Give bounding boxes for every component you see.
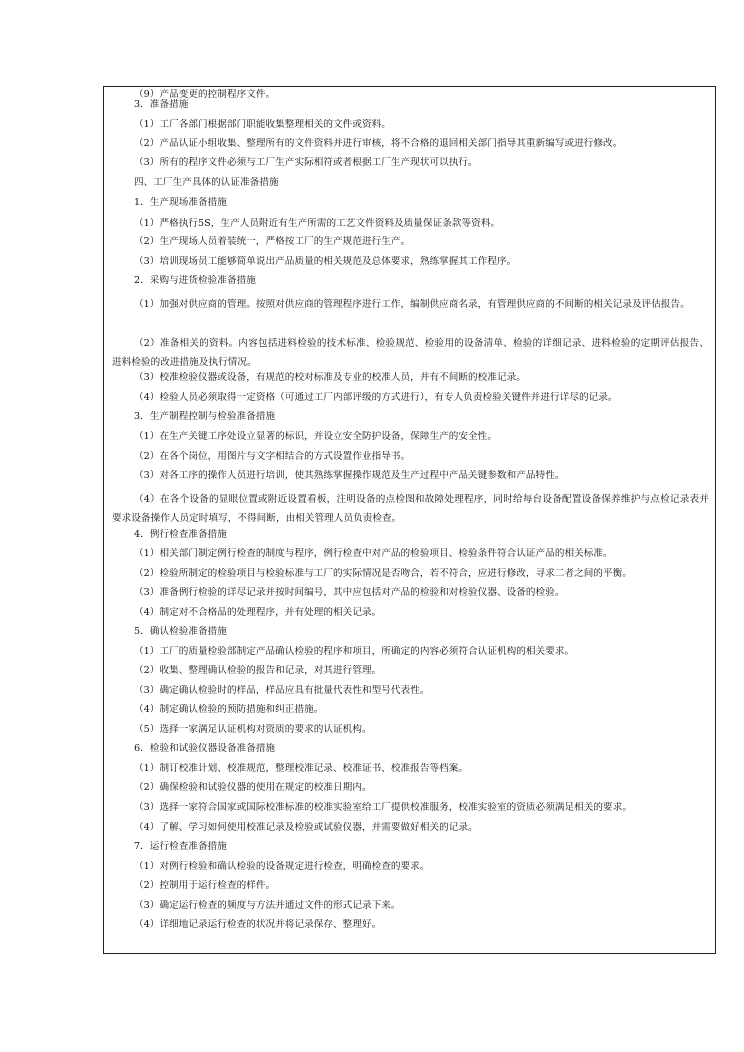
document-paragraph: （4）制定确认检验的预防措施和纠正措施。 (134, 704, 324, 715)
document-paragraph: （1）工厂的质量检验部制定产品确认检验的程序和项目，所确定的内容必须符合认证机构的相关要求。 (134, 646, 575, 657)
document-paragraph: （1）对例行检验和确认检验的设备规定进行检查，明确检查的要求。 (134, 861, 430, 872)
document-paragraph: 5．确认检验准备措施 (134, 626, 227, 637)
document-paragraph: （3）确定运行检查的频度与方法并通过文件的形式记录下来。 (134, 900, 401, 911)
document-paragraph: （1）严格执行5S，生产人员附近有生产所需的工艺文件资料及质量保证条款等资料。 (134, 218, 501, 229)
document-paragraph: （4）检验人员必须取得一定资格（可通过工厂内部评级的方式进行），有专人负责检验关键件并进行详尽的记录。 (134, 392, 618, 403)
document-frame (103, 86, 716, 954)
document-paragraph: （2）控制用于运行检查的样件。 (134, 880, 276, 891)
document-paragraph: 3．准备措施 (134, 99, 189, 110)
document-paragraph: 3．生产制程控制与检验准备措施 (134, 411, 276, 422)
document-paragraph: （3）确定确认检验时的样品，样品应具有批量代表性和型号代表性。 (134, 685, 430, 696)
document-paragraph: （5）选择一家满足认证机构对资质的要求的认证机构。 (134, 724, 372, 735)
document-paragraph: （9）产品变更的控制程序文件。 (134, 89, 276, 100)
document-paragraph: 四、工厂生产具体的认证准备措施 (134, 177, 279, 188)
document-paragraph: （2）生产现场人员着装统一，严格按工厂的生产规范进行生产。 (134, 236, 411, 247)
document-paragraph: （1）相关部门制定例行检查的制度与程序，例行检查中对产品的检验项目、检验条件符合认证产品的相关标准。 (134, 548, 613, 559)
document-paragraph: （4）制定对不合格品的处理程序，并有处理的相关记录。 (134, 607, 382, 618)
document-paragraph: （2）确保检验和试验仪器的使用在规定的校准日期内。 (134, 782, 372, 793)
document-paragraph: （1）加强对供应商的管理。按照对供应商的管理程序进行工作，编制供应商名录，有管理供应商的不间断的相关记录及评估报告。 (134, 299, 690, 310)
document-paragraph: （1）工厂各部门根据部门职能收集整理相关的文件或资料。 (134, 119, 391, 130)
document-paragraph: 4．例行检查准备措施 (134, 529, 227, 540)
document-paragraph: （1）在生产关键工序处设立显著的标识，并设立安全防护设备，保障生产的安全性。 (134, 431, 497, 442)
document-paragraph: （3）所有的程序文件必须与工厂生产实际相符或者根据工厂生产现状可以执行。 (134, 157, 478, 168)
document-paragraph: （4）详细地记录运行检查的状况并将记录保存、整理好。 (134, 919, 382, 930)
document-paragraph: （2）产品认证小组收集、整理所有的文件资料并进行审核，将不合格的退回相关部门指导其重新编写或进行修改。 (134, 138, 623, 149)
document-paragraph: 6．检验和试验仪器设备准备措施 (134, 743, 276, 754)
document-paragraph: （2）在各个岗位，用图片与文字相结合的方式设置作业指导书。 (134, 451, 411, 462)
document-paragraph: （4）在各个设备的显眼位置或附近设置看板，注明设备的点检图和故障处理程序，同时给每台设备配置设备保养维护与点检记录表并要求设备操作人员定时填写，不得间断，由相关管理人员负责检查。 (112, 494, 709, 524)
document-paragraph: （3）选择一家符合国家或国际校准标准的校准实验室给工厂提供校准服务，校准实验室的资质必须满足相关的要求。 (134, 802, 632, 813)
document-paragraph: （3）培训现场员工能够简单说出产品质量的相关规范及总体要求，熟练掌握其工作程序。 (134, 256, 517, 267)
document-paragraph: （3）准备例行检验的详尽记录并按时间编号，其中应包括对产品的检验和对检验仪器、设备的检验。 (134, 587, 565, 598)
document-paragraph: （3）校准检验仪器或设备，有规范的校对标准及专业的校准人员，并有不间断的校准记录。 (134, 372, 526, 383)
document-paragraph: （2）收集、整理确认检验的报告和记录，对其进行管理。 (134, 665, 382, 676)
document-paragraph: （3）对各工序的操作人员进行培训，使其熟练掌握操作规范及生产过程中产品关键参数和产品特性。 (134, 470, 565, 481)
document-paragraph: 1．生产现场准备措施 (134, 197, 227, 208)
document-paragraph: （2）检验所制定的检验项目与检验标准与工厂的实际情况是否吻合，若不符合，应进行修改，寻求二者之间的平衡。 (134, 568, 632, 579)
document-paragraph: （4）了解、学习如何使用校准记录及检验或试验仪器，并需要做好相关的记录。 (134, 822, 478, 833)
document-paragraph: （2）准备相关的资料。内容包括进料检验的技术标准、检验规范、检验用的设备清单、检验的详细记录、进料检验的定期评估报告、进料检验的改进措施及执行情况。 (112, 338, 709, 368)
document-paragraph: 2．采购与进货检验准备措施 (134, 275, 256, 286)
document-paragraph: 7．运行检查准备措施 (134, 841, 227, 852)
document-paragraph: （1）制订校准计划、校准规范，整理校准记录、校准证书、校准报告等档案。 (134, 763, 469, 774)
